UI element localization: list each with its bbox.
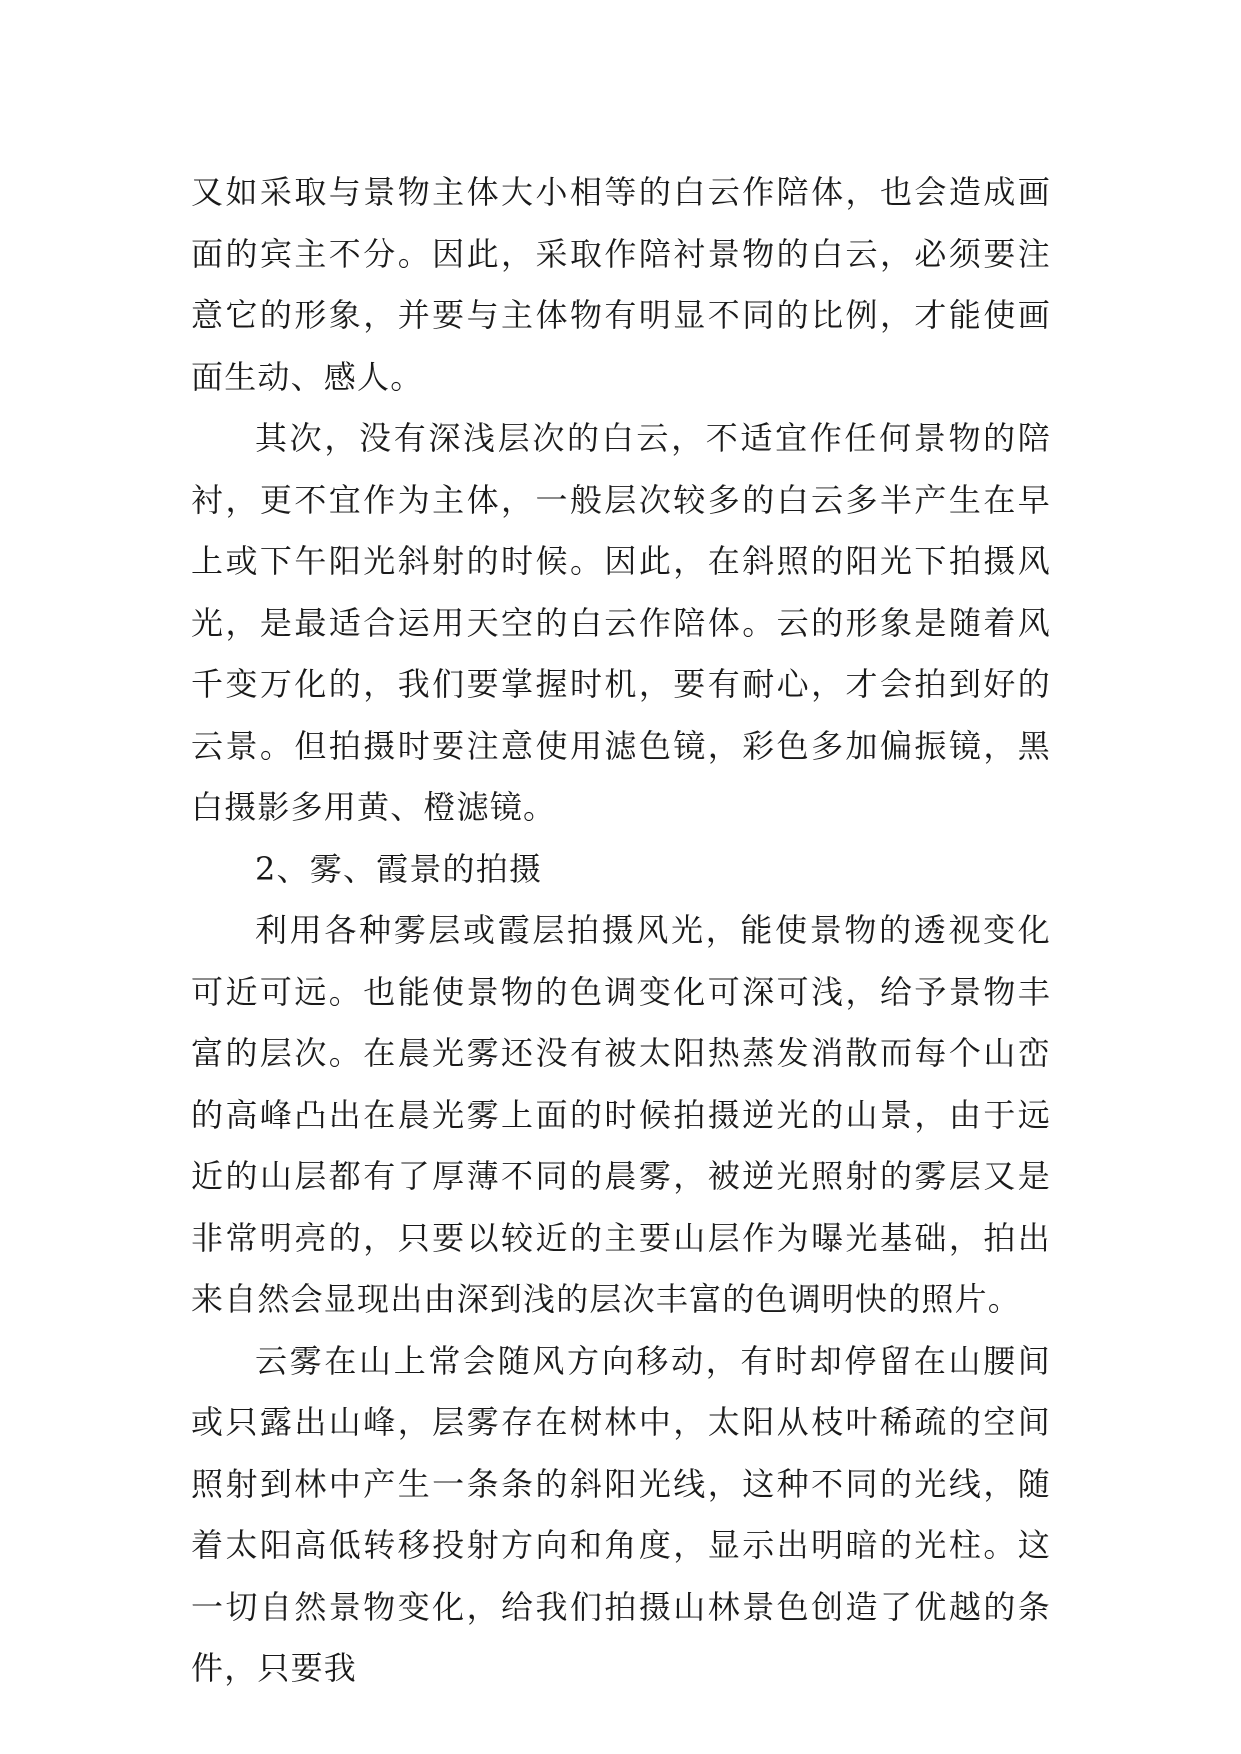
body-paragraph-3: 利用各种雾层或霞层拍摄风光，能使景物的透视变化可近可远。也能使景物的色调变化可深可浅，给予景物丰富的层次。在晨光雾还没有被太阳热蒸发消散而每个山峦的高峰凸出在晨光雾上面的时候拍摄逆光的山景，由于远近的山层都有了厚薄不同的晨雾，被逆光照射的雾层又是非常明亮的，只要以较近的主要山层作为曝光基础，拍出来自然会显现出由深到浅的层次丰富的色调明快的照片。 xyxy=(191,911,1051,1318)
body-paragraph-4: 云雾在山上常会随风方向移动，有时却停留在山腰间或只露出山峰，层雾存在树林中，太阳从枝叶稀疏的空间照射到林中产生一条条的斜阳光线，这种不同的光线，随着太阳高低转移投射方向和角度，显示出明暗的光柱。这一切自然景物变化，给我们拍摄山林景色创造了优越的条件，只要我 xyxy=(191,1341,1051,1687)
section-heading: 2、雾、霞景的拍摄 xyxy=(255,849,543,888)
body-paragraph-2: 其次，没有深浅层次的白云，不适宜作任何景物的陪衬，更不宜作为主体，一般层次较多的白云多半产生在早上或下午阳光斜射的时候。因此，在斜照的阳光下拍摄风光，是最适合运用天空的白云作陪体。云的形象是随着风千变万化的，我们要掌握时机，要有耐心，才会拍到好的云景。但拍摄时要注意使用滤色镜，彩色多加偏振镜，黑白摄影多用黄、橙滤镜。 xyxy=(191,419,1051,826)
body-paragraph-1: 又如采取与景物主体大小相等的白云作陪体，也会造成画面的宾主不分。因此，采取作陪衬景物的白云，必须要注意它的形象，并要与主体物有明显不同的比例，才能使画面生动、感人。 xyxy=(191,173,1051,396)
document-page xyxy=(191,162,1051,1700)
